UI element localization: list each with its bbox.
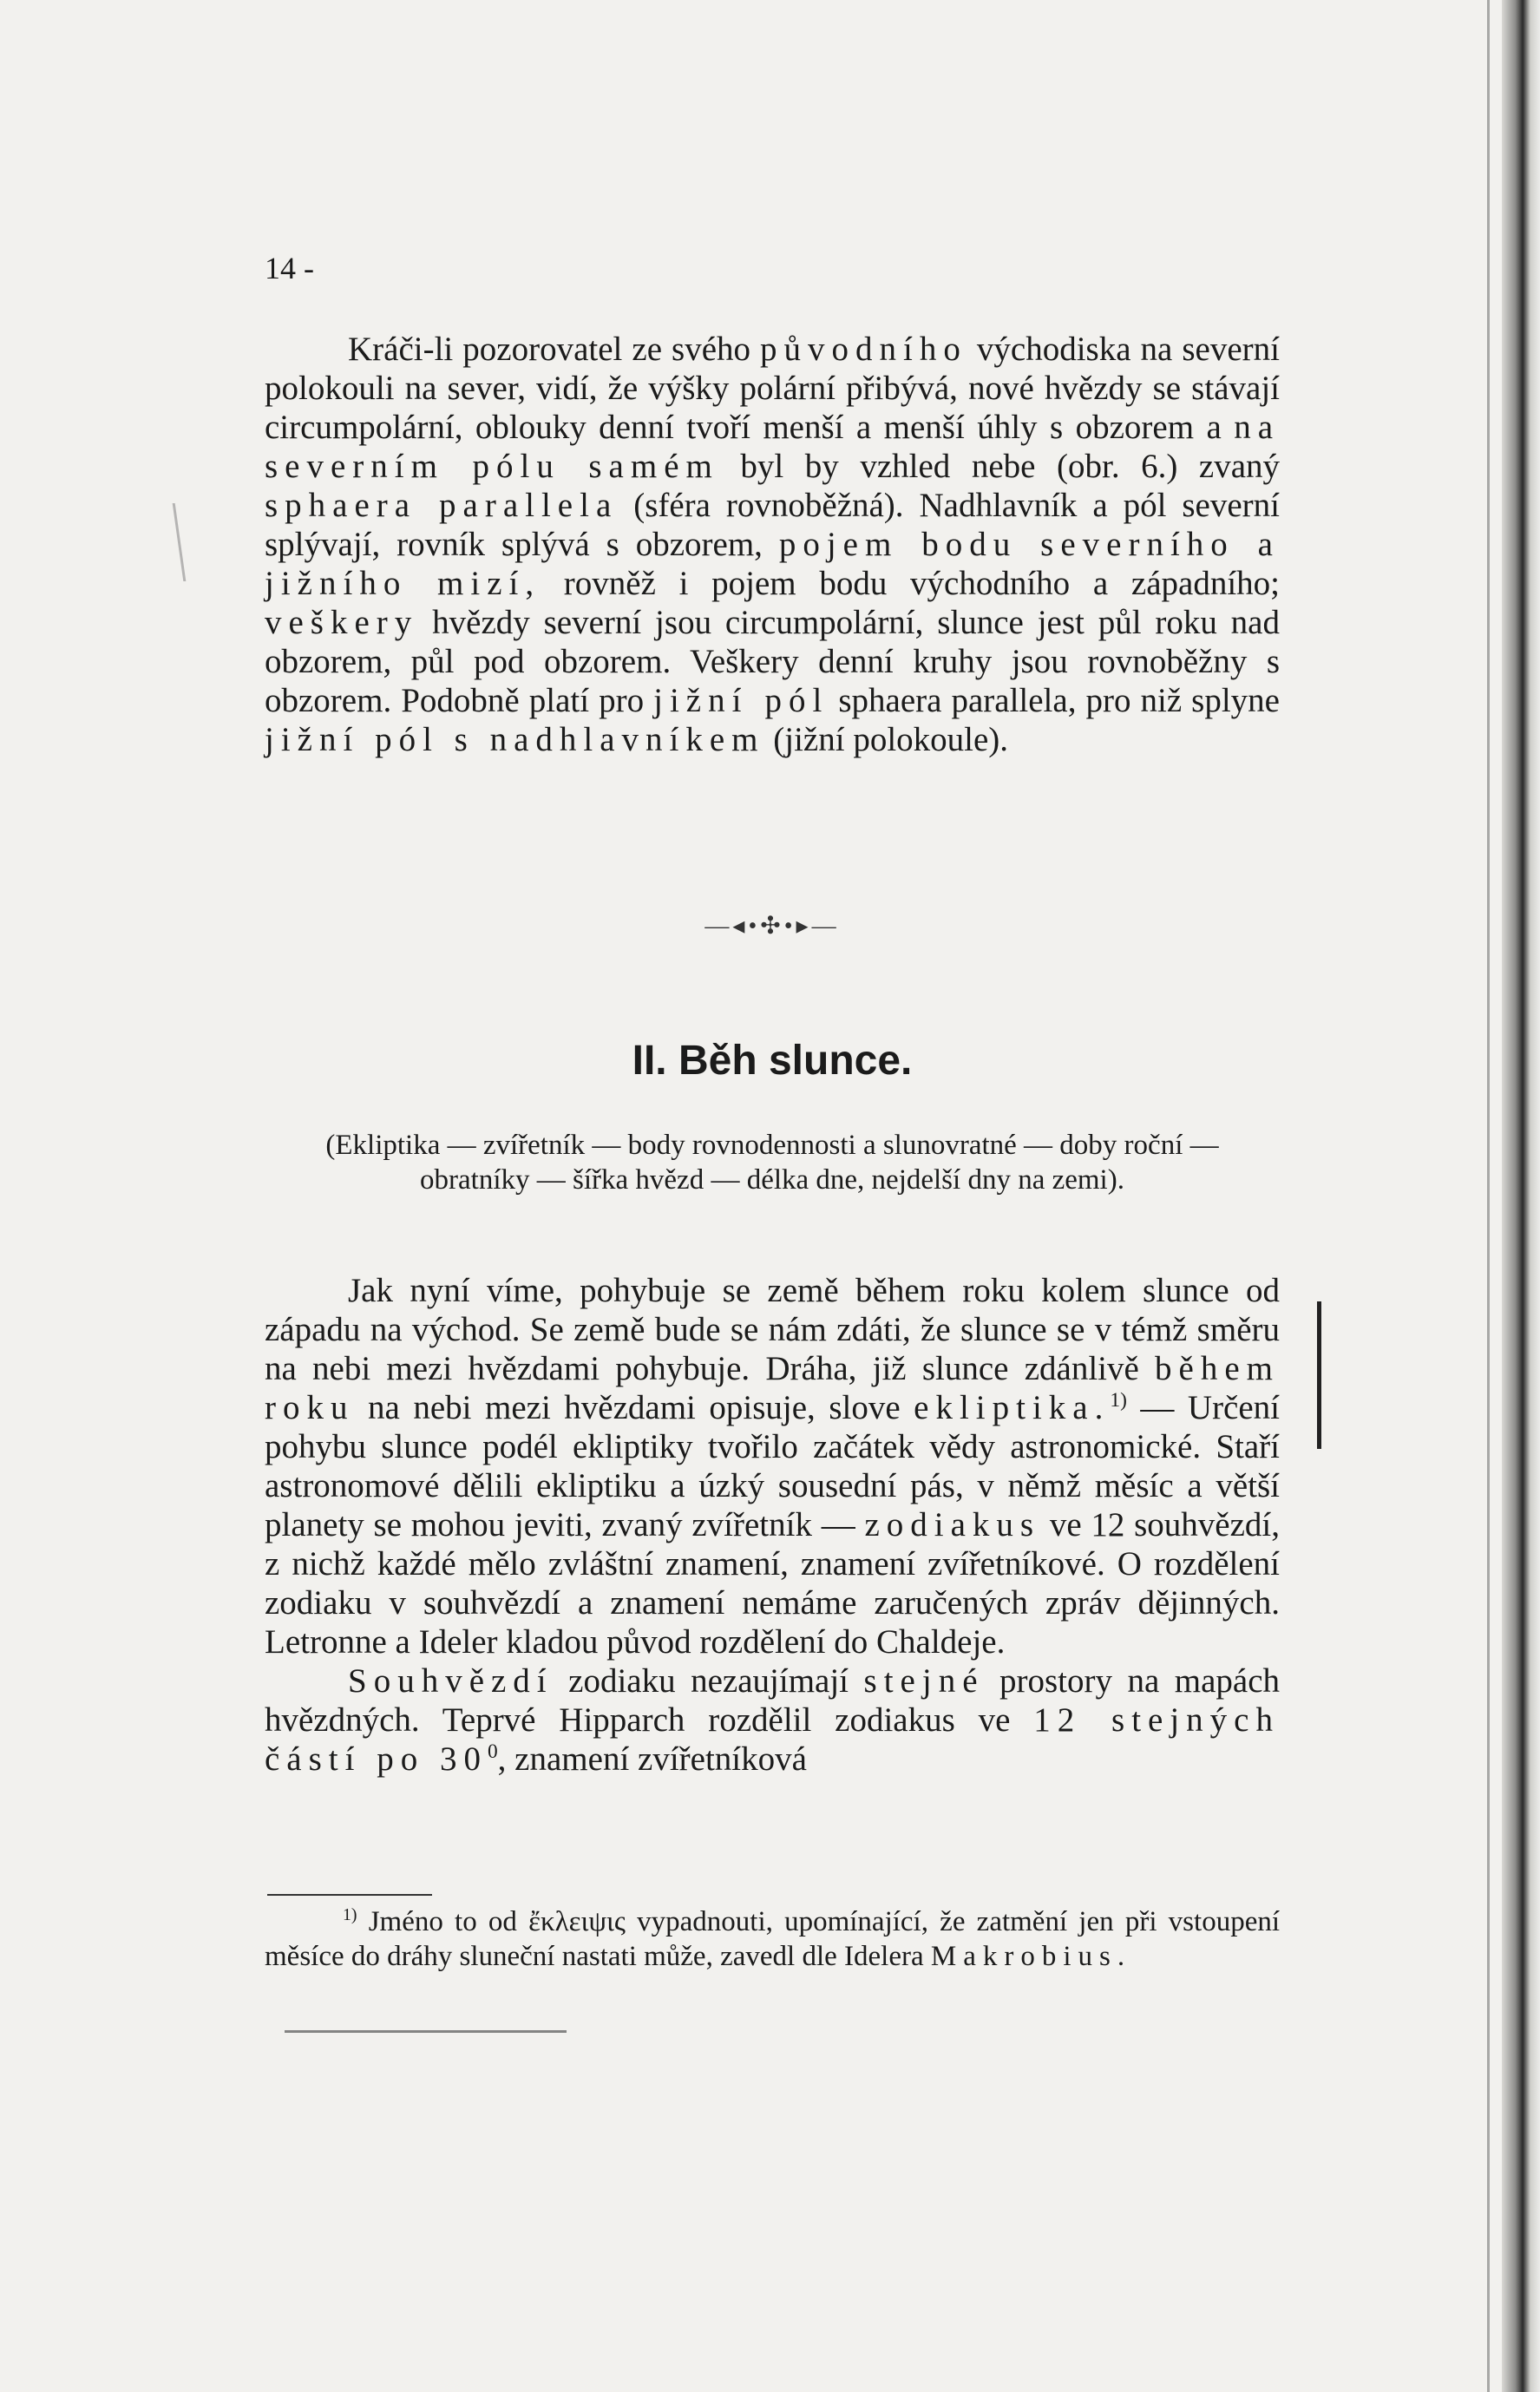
emphasis-spaced: původního — [760, 331, 967, 368]
emphasis-spaced: Souhvězdí — [348, 1662, 554, 1700]
page-number: 14 - — [265, 251, 314, 285]
emphasis-spaced: veškery — [265, 604, 419, 641]
scan-fold-line — [1487, 0, 1490, 2392]
bottom-rule — [285, 2030, 567, 2033]
emphasis-spaced: během roku — [265, 1350, 1281, 1426]
footnote-rule — [267, 1894, 432, 1896]
margin-marker-bar — [1317, 1301, 1321, 1449]
term-sphaera-parallela: sphaera parallela — [265, 487, 619, 524]
paragraph-circumpolar: Kráči-li pozorovatel ze svého původního východiska na severní polokouli na sever, vidí, že výšky polární přibývá, nové hvězdy se stávají circumpolární, oblouky denní tvoří menší a menší úhly s obzorem a na severním pólu samém byl by vzhled nebe (obr. 6.) zvaný sphaera parallela (sféra rovnoběžná). Nadhlavník a pól severní splývají, rovník splývá s obzorem, pojem bodu severního a jižního mizí, rovněž i pojem bodu východního a západního; veškery hvězdy severní jsou circumpolární, slunce jest půl roku nad obzorem, půl pod obzorem. Veškery denní kruhy jsou rovnoběžny s obzorem. Podobně platí pro jižní pól sphaera parallela, pro niž splyne jižní pól s nadhlavníkem (jižní polokoule). — [265, 331, 1281, 758]
emphasis-spaced: na severním pólu samém — [265, 409, 1281, 485]
section-divider-ornament: —◂•✣•▸— — [704, 913, 840, 940]
scan-margin-mark — [173, 503, 213, 581]
term-ekliptika: ekliptika. — [914, 1389, 1111, 1426]
emphasis-spaced: jižní pól s nadhlavníkem — [265, 721, 765, 758]
footnote-ref: 1) — [1110, 1389, 1127, 1412]
emphasis-spaced: jižní pól — [653, 682, 829, 719]
term-zodiakus: zodiakus — [864, 1506, 1041, 1543]
emphasis-spaced: 12 stejných částí po 30 — [265, 1701, 1280, 1778]
chapter-summary: (Ekliptika — zvířetník — body rovnodennosti a slunovratné — doby roční — obratníky — šířka hvězd — délka dne, nejdelší dny na zemi). — [325, 1130, 1219, 1196]
emphasis-spaced: pojem bodu severního a jižního mizí, — [265, 526, 1280, 602]
emphasis-spaced: stejné — [863, 1662, 985, 1700]
greek-word: ἔκλειψις — [528, 1906, 626, 1937]
name-makrobius: Makrobius. — [930, 1941, 1132, 1972]
scan-page-edge — [1502, 0, 1540, 2392]
footnote: $^{1)}$ Jméno to od ἔκλειψις vypadnouti, upomínající, že zatmění jen při vstoupení měsíce do dráhy sluneční nastati může, zavedl dle Idelera Makrobius. — [265, 1905, 1281, 1972]
paragraph-ecliptic: Jak nyní víme, pohybuje se země během roku kolem slunce od západu na východ. Se země bude se nám zdáti, že slunce se v témž směru na nebi mezi hvězdami pohybuje. Dráha, již slunce zdánlivě během roku na nebi mezi hvězdami opisuje, slove ekliptika.$^{1)}$ — Určení pohybu slunce podél ekliptiky tvořilo začátek vědy astronomické. Staří astronomové dělili ekliptiku a úzký sousední pás, v němž měsíc a větší planety se mohou jeviti, zvaný zvířetník — zodiakus ve 12 souhvězdí, z nichž každé mělo zvláštní znamení, znamení zvířetníkové. O rozdělení zodiaku v souhvězdí a znamení nemáme zaručených zpráv dějinných. Letronne a Ideler kladou původ rozdělení do Chaldeje. Souhvězdí zodiaku nezaujímají stejné prostory na mapách hvězdných. Teprvé Hipparch rozdělil zodiakus ve 12 stejných částí po $30^0$, znamení zvířetníková — [265, 1272, 1281, 1778]
footnote-marker: 1) — [343, 1905, 357, 1924]
chapter-title: II. Běh slunce. — [632, 1038, 913, 1084]
degree-mark: 0 — [487, 1740, 498, 1763]
